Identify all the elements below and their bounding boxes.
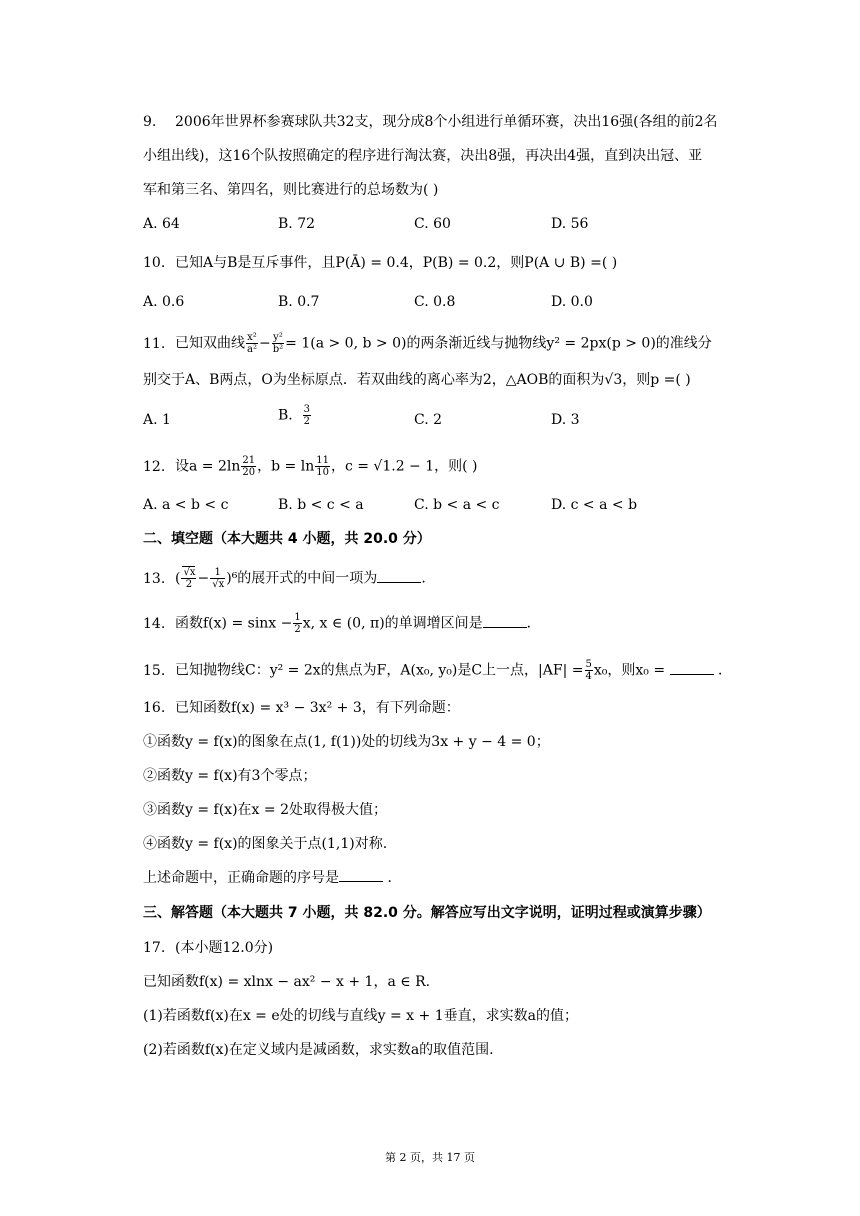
q9-number: 9.: [143, 114, 157, 130]
q10-option-d: D. 0.0: [551, 294, 593, 310]
q16-item-3: ③函数y = f(x)在x = 2处取得极大值；: [143, 802, 387, 818]
q12-option-a: A. a < b < c: [143, 497, 229, 513]
q9-line3: 军和第三名、第四名，则比赛进行的总场数为( ): [143, 182, 439, 198]
q13-number: 13.: [143, 570, 166, 587]
q15-line: 15. 已知抛物线C：y² = 2x的焦点为F，A(x₀, y₀)是C上一点，|AF| = $\frac{5}{4}$ x₀，则x₀ = ．: [143, 659, 732, 682]
q10-line: 10. 已知A与B是互斥事件，且P(Ā) = 0.4，P(B) = 0.2，则P(A ∪ B) =( ): [143, 255, 618, 271]
q11-line1: 11. 已知双曲线 $\frac{\text{x²}}{\text{a²}}$ − $\frac{\text{y²}}{\text{b²}}$ = 1(a > 0, b > 0)的两条渐近线与抛物线y² = 2px(p > 0)的准线分: [143, 332, 712, 355]
hyperbola-frac-y: $\frac{\text{y²}}{\text{b²}}$: [272, 332, 284, 355]
q16-item-2: ②函数y = f(x)有3个零点；: [143, 768, 317, 784]
q17-header: 17. (本小题12.0分): [143, 940, 274, 956]
section-solution-heading: 三、解答题（本大题共 7 小题，共 82.0 分。解答应写出文字说明，证明过程或演算步骤）: [143, 905, 711, 921]
hyperbola-frac-x: $\frac{\text{x²}}{\text{a²}}$: [247, 332, 257, 355]
q15-number: 15.: [143, 662, 166, 679]
q16-last-line: 上述命题中，正确命题的序号是 ．: [143, 870, 402, 886]
q17-line3: (2)若函数f(x)在定义域内是减函数，求实数a的取值范围.: [143, 1042, 494, 1058]
q9-option-d: D. 56: [551, 216, 589, 232]
q11-option-c: C. 2: [414, 412, 443, 428]
page-footer: 第 2 页，共 17 页: [385, 1151, 475, 1164]
q17-number: 17.: [143, 940, 166, 956]
q9-line2: 小组出线)，这16个队按照确定的程序进行淘汰赛，决出8强，再决出4强，直到决出冠、亚: [143, 148, 703, 164]
q12-option-d: D. c < a < b: [551, 497, 638, 513]
q12-line: 12. 设a = 2ln $\frac{21}{20}$ ，b = ln $\frac{11}{10}$ ，c = √1.2 − 1，则( ): [143, 455, 478, 478]
q9-option-c: C. 60: [414, 216, 451, 232]
q14-number: 14.: [143, 615, 166, 632]
q11-option-a: A. 1: [143, 412, 171, 428]
section-fill-in-heading: 二、填空题（本大题共 4 小题，共 20.0 分）: [143, 531, 431, 547]
q12-option-b: B. b < c < a: [278, 497, 364, 513]
q13-line: 13. ( $\frac{√x}{2}$ − $\frac{1}{√x}$ )⁶的展开式的中间一项为 .: [143, 567, 426, 590]
q14-line: 14. 函数f(x) = sinx − $\frac{1}{2}$ x, x ∈ (0, π)的单调增区间是 ．: [143, 612, 541, 635]
q9-line1: 9. 2006年世界杯参赛球队共32支，现分成8个小组进行单循环赛，决出16强(各组的前2名: [143, 114, 718, 130]
q16-item-1: ①函数y = f(x)的图象在点(1, f(1))处的切线为3x + y − 4 = 0；: [143, 734, 550, 750]
q12-option-c: C. b < a < c: [414, 497, 500, 513]
q16-item-4: ④函数y = f(x)的图象关于点(1,1)对称.: [143, 836, 388, 852]
q9-option-b: B. 72: [278, 216, 316, 232]
q10-option-c: C. 0.8: [414, 294, 456, 310]
q16-line0: 16. 已知函数f(x) = x³ − 3x² + 3，有下列命题：: [143, 700, 460, 716]
q10-option-b: B. 0.7: [278, 294, 320, 310]
q16-answer-blank: [339, 869, 383, 882]
q15-answer-blank: [670, 662, 714, 675]
q16-number: 16.: [143, 700, 166, 716]
q17-line1: 已知函数f(x) = xlnx − ax² − x + 1，a ∈ R.: [143, 974, 431, 990]
q14-answer-blank: [483, 615, 527, 628]
q11-line2: 别交于A、B两点，O为坐标原点．若双曲线的离心率为2，△AOB的面积为√3，则p =( ): [143, 372, 691, 388]
q10-option-a: A. 0.6: [143, 294, 185, 310]
q13-answer-blank: [377, 570, 421, 583]
q9-option-a: A. 64: [143, 216, 180, 232]
q11-option-d: D. 3: [551, 412, 580, 428]
q11-option-b: B. $\frac{3}{2}$: [278, 404, 311, 427]
q17-line2: (1)若函数f(x)在x = e处的切线与直线y = x + 1垂直，求实数a的值；: [143, 1008, 578, 1024]
q11-number: 11.: [143, 335, 166, 352]
q10-number: 10.: [143, 255, 166, 271]
q12-number: 12.: [143, 458, 166, 475]
